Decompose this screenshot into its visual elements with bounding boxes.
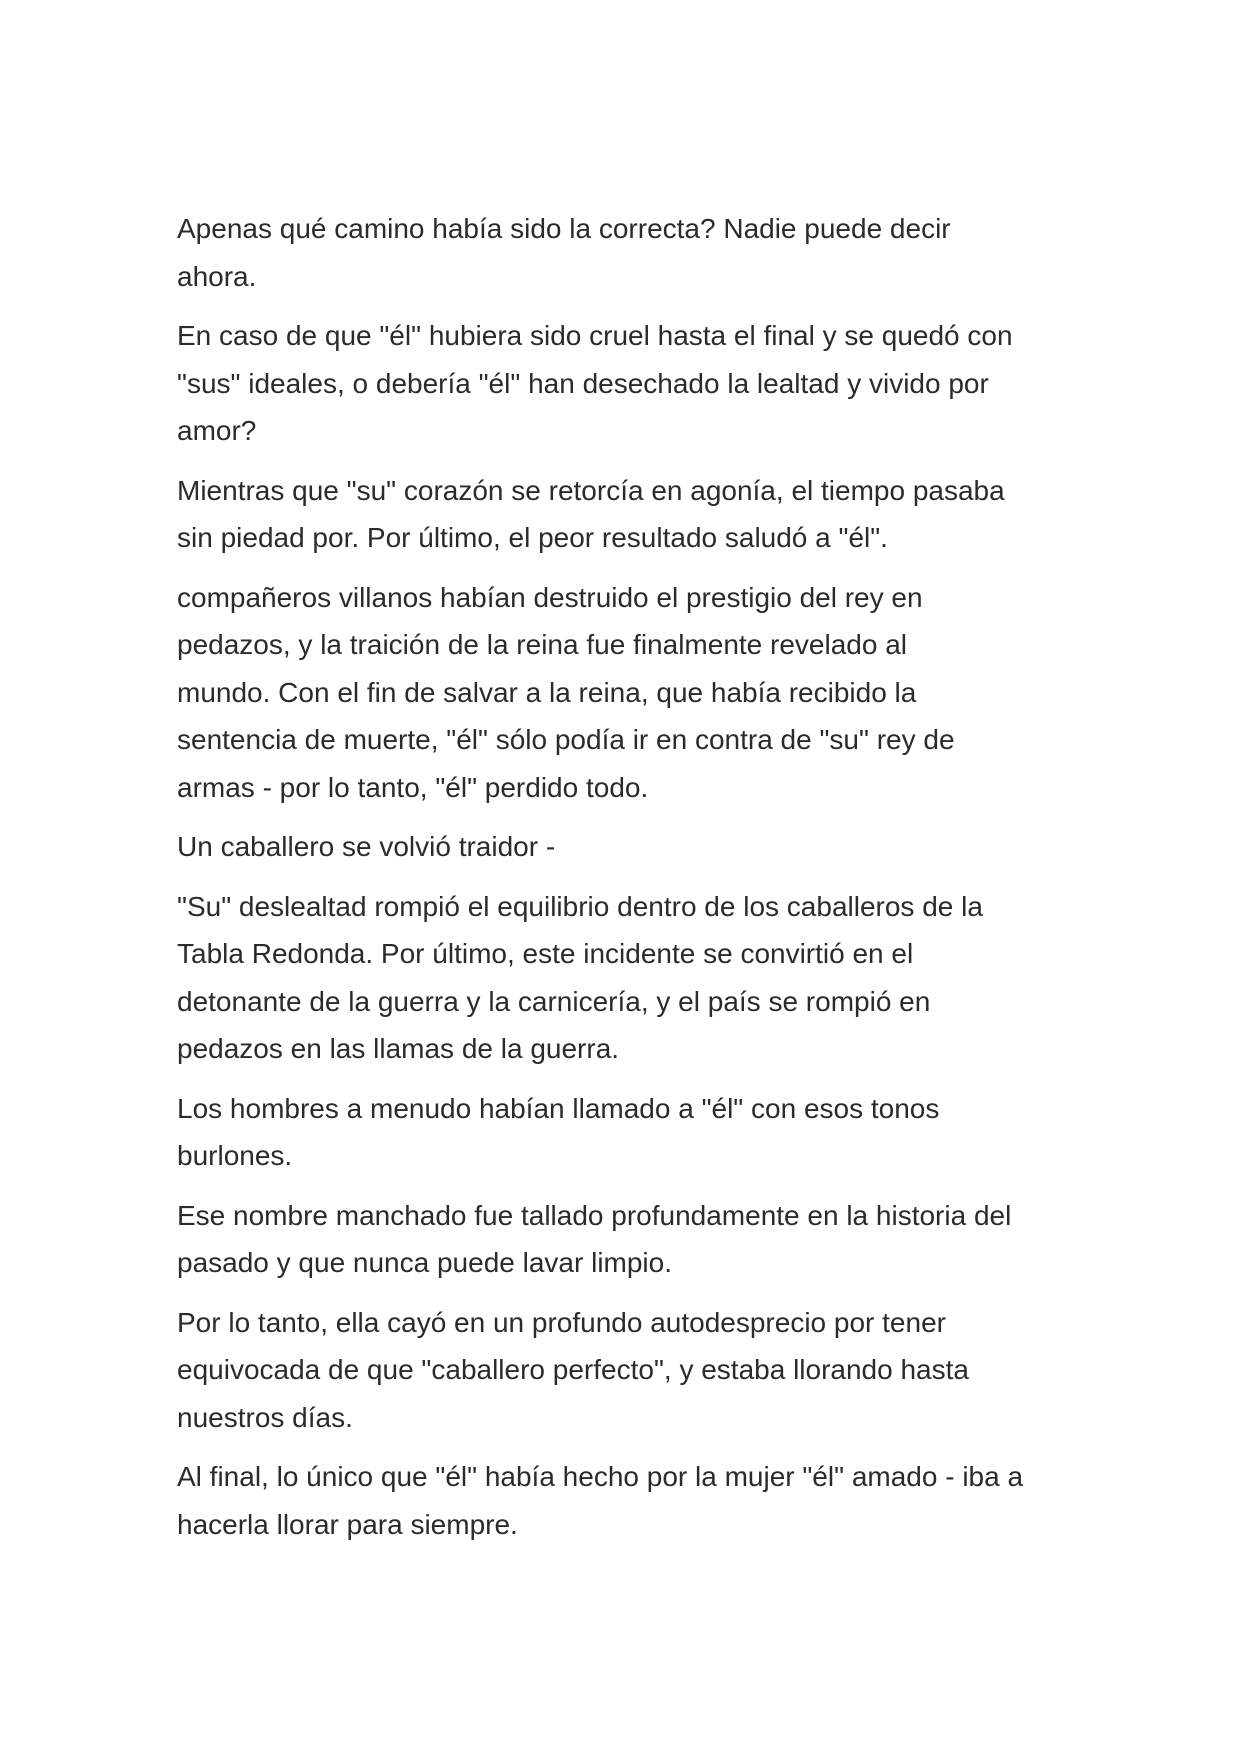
text-line: "sus" ideales, o debería "él" han desechado la lealtad y vivido por [177,367,989,399]
text-line: Los hombres a menudo habían llamado a "él" con esos tonos [177,1092,940,1124]
text-line: Mientras que "su" corazón se retorcía en agonía, el tiempo pasaba [177,474,1005,506]
text-line: pedazos, y la traición de la reina fue finalmente revelado al [177,629,907,660]
paragraph-3 [177,467,1077,562]
text-line: Ese nombre manchado fue tallado profundamente en la historia del [177,1199,1012,1231]
paragraph-2 [177,312,1077,455]
paragraph-8 [177,1192,1077,1287]
text-line: "Su" deslealtad rompió el equilibrio dentro de los caballeros de la [177,890,983,922]
paragraph-6 [177,883,1077,1073]
text-line: armas - por lo tanto, "él" perdido todo. [177,771,649,803]
text-line: amor? [177,415,257,446]
text-line: Tabla Redonda. Por último, este incidente se convirtió en el [177,938,914,969]
paragraph-10 [177,1453,1077,1548]
paragraph-7 [177,1085,1077,1180]
text-line: Un caballero se volvió traidor - [177,831,556,862]
text-line: pasado y que nunca puede lavar limpio. [177,1247,673,1278]
paragraph-9 [177,1299,1077,1442]
text-line: hacerla llorar para siempre. [177,1508,518,1540]
text-line: detonante de la guerra y la carnicería, y el país se rompió en [177,985,931,1017]
text-line: En caso de que "él" hubiera sido cruel hasta el final y se quedó con [177,320,1013,351]
text-line: sentencia de muerte, "él" sólo podía ir en contra de "su" rey de [177,724,955,755]
text-line: pedazos en las llamas de la guerra. [177,1033,620,1064]
text-line: equivocada de que "caballero perfecto", y estaba llorando hasta [177,1354,969,1385]
text-line: compañeros villanos habían destruido el prestigio del rey en [177,581,923,613]
text-line: Por lo tanto, ella cayó en un profundo autodesprecio por tener [177,1306,946,1338]
text-line: Al final, lo único que "él" había hecho por la mujer "él" amado - iba a [177,1461,1024,1492]
text-line: ahora. [177,260,257,292]
text-line: burlones. [177,1140,293,1171]
document-body [177,205,1077,1560]
text-line: mundo. Con el fin de salvar a la reina, que había recibido la [177,676,917,708]
text-line: nuestros días. [177,1401,353,1433]
paragraph-1 [177,205,1077,300]
text-line: Apenas qué camino había sido la correcta? Nadie puede decir [177,213,951,244]
paragraph-4 [177,574,1077,812]
text-line: sin piedad por. Por último, el peor resultado saludó a "él". [177,522,888,553]
paragraph-5 [177,823,1077,871]
